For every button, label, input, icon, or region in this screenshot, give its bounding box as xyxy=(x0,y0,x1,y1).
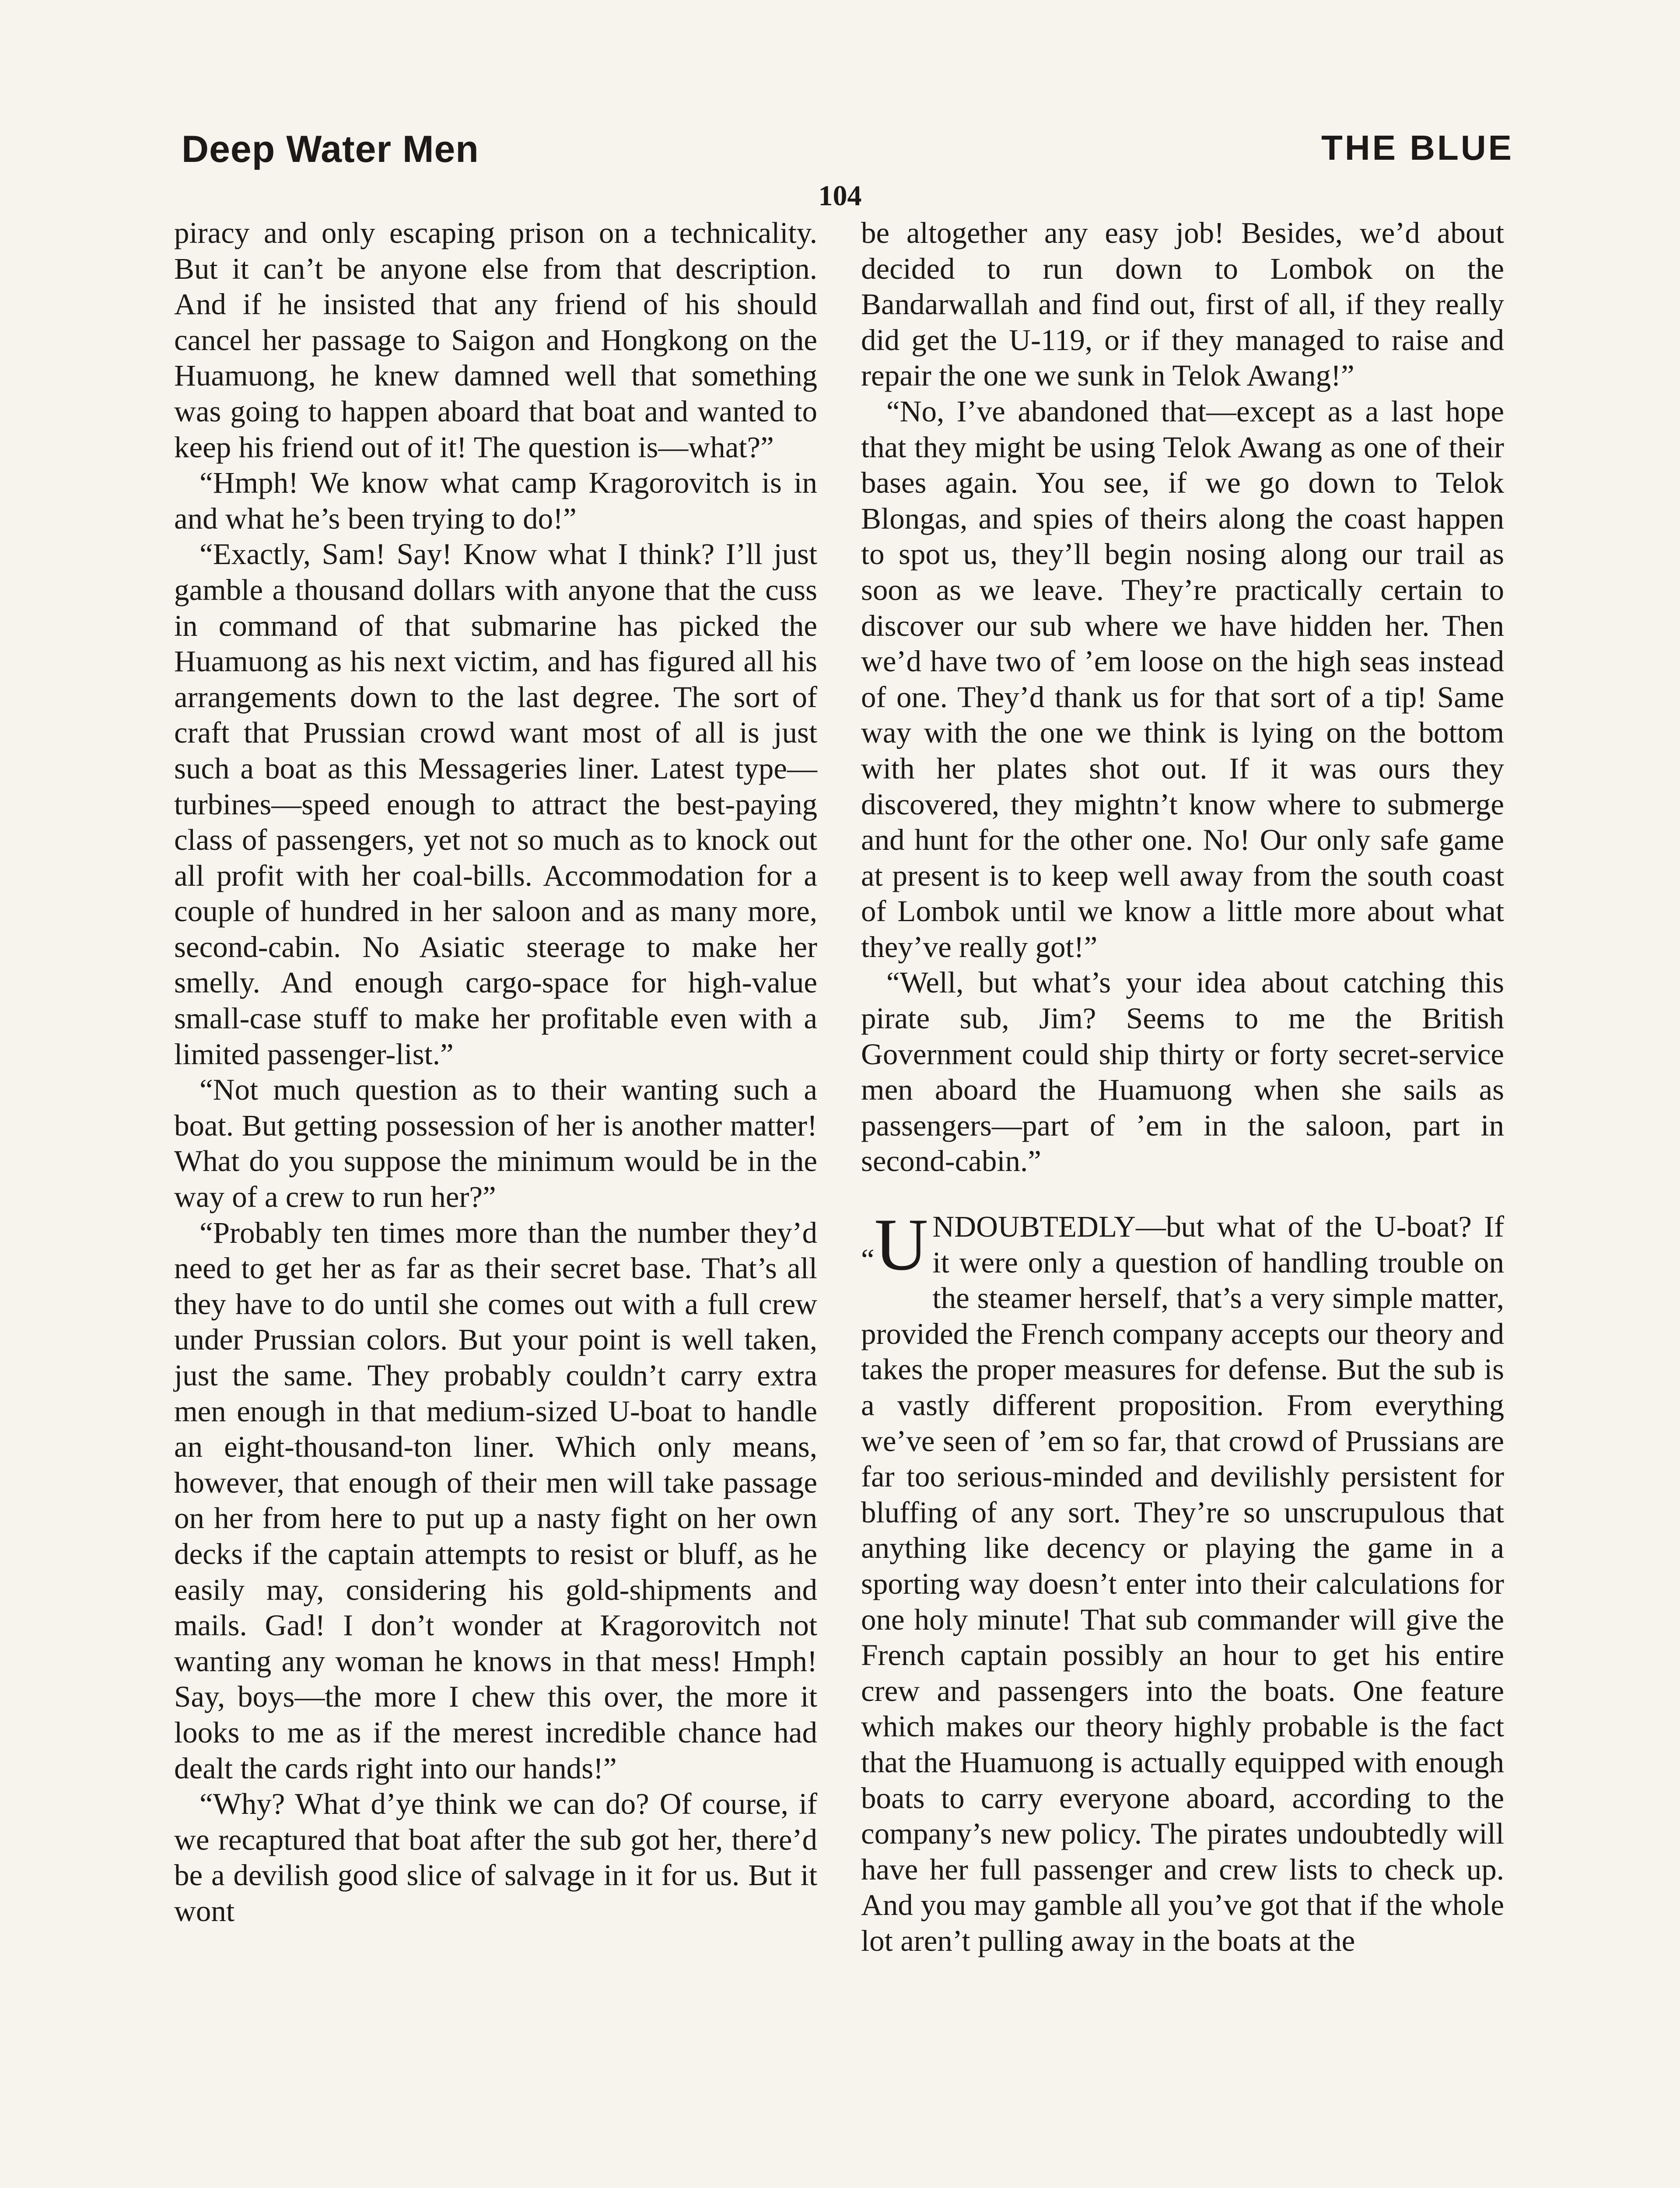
section-opening xyxy=(861,1203,1504,1959)
paragraph: “Exactly, Sam! Say! Know what I think? I’ll just gamble a thousand dollars with anyone that the cuss in command of that submarine has picked the Huamuong as his next victim, and has figured all his arrangements down to the last degree. The sort of craft that Prussian crowd want most of all is just such a boat as this Messageries liner. Latest type—turbines—speed enough to attract the best-paying class of passengers, yet not so much as to knock out all profit with her coal-bills. Accommodation for a couple of hundred in her saloon and as many more, second-cabin. No Asiatic steerage to make her smelly. And enough cargo-space for high-value small-case stuff to make her profitable even with a limited passenger-list.” xyxy=(174,537,817,1071)
section-text: NDOUBTEDLY—but what of the U-boat? If it were only a question of handling trouble on the steamer herself, that’s a very simple matter, provided the French company accepts our theory and takes the proper measures for defense. But the sub is a vastly different proposition. From everything we’ve seen of ’em so far, that crowd of Prussians are far too serious-minded and devilishly persistent for bluffing of any sort. They’re so unscrupulous that anything like decency or playing the game in a sporting way doesn’t enter into their calculations for one holy minute! That sub commander will give the French captain possibly an hour to get his entire crew and passengers into the boats. One feature which makes our theory highly probable is the fact that the Huamuong is actually equipped with enough boats to carry everyone aboard, according to the company’s new policy. The pirates undoubtedly will have her full passenger and crew lists to check up. And you may gamble all you’ve got that if the whole lot aren’t pulling away in the boats at the xyxy=(861,1210,1504,1957)
story-title: Deep Water Men xyxy=(182,128,479,170)
paragraph: piracy and only escaping prison on a technicality. But it can’t be anyone else from that description. And if he insisted that any friend of his should cancel her passage to Saigon and Hongkong on the Huamuong, he knew damned well that something was going to happen aboard that boat and wanted to keep his friend out of it! The question is—what?” xyxy=(174,216,817,464)
drop-cap xyxy=(861,1203,928,1292)
drop-cap-letter: U xyxy=(874,1203,928,1286)
left-column xyxy=(174,215,817,1929)
paragraph: “No, I’ve abandoned that—except as a last hope that they might be using Telok Awang as one of their bases again. You see, if we go down to Telok Blongas, and spies of theirs along the coast happen to spot us, they’ll begin nosing along our trail as soon as we leave. They’re practically certain to discover our sub where we have hidden her. Then we’d have two of ’em loose on the high seas instead of one. They’d thank us for that sort of a tip! Same way with the one we think is lying on the bottom with her plates shot out. If it was ours they discovered, they mightn’t know where to submerge and hunt for the other one. No! Our only safe game at present is to keep well away from the south coast of Lombok until we know a little more about what they’ve really got!” xyxy=(861,394,1504,964)
paragraph: be altogether any easy job! Besides, we’d about decided to run down to Lombok on the Bandarwallah and find out, first of all, if they really did get the U-119, or if they managed to raise and repair the one we sunk in Telok Awang!” xyxy=(861,216,1504,393)
right-column xyxy=(861,215,1504,1959)
dropcap-paragraph xyxy=(861,1203,1504,1959)
paragraph: “Not much question as to their wanting such a boat. But getting possession of her is another matter! What do you suppose the minimum would be in the way of a crew to run her?” xyxy=(174,1073,817,1214)
paragraph: “Why? What d’ye think we can do? Of course, if we recaptured that boat after the sub got her, there’d be a devilish good slice of salvage in it for us. But it wont xyxy=(174,1787,817,1928)
running-header xyxy=(182,128,1514,180)
drop-cap-quote: “ xyxy=(861,1243,875,1276)
paragraph: “Well, but what’s your idea about catching this pirate sub, Jim? Seems to me the British Government could ship thirty or forty secret-service men aboard the Huamuong when she sails as passengers—part of ’em in the saloon, part in second-cabin.” xyxy=(861,966,1504,1178)
page-number: 104 xyxy=(818,180,862,212)
paragraph: “Probably ten times more than the number they’d need to get her as far as their secret base. That’s all they have to do until she comes out with a full crew under Prussian colors. But your point is well taken, just the same. They probably couldn’t carry extra men enough in that medium-sized U-boat to handle an eight-thousand-ton liner. Which only means, however, that enough of their men will take passage on her from here to put up a nasty fight on her own decks if the captain attempts to resist or bluff, as he easily may, considering his gold-shipments and mails. Gad! I don’t wonder at Kragorovitch not wanting any woman he knows in that mess! Hmph! Say, boys—the more I chew this over, the more it looks to me as if the merest incredible chance had dealt the cards right into our hands!” xyxy=(174,1216,817,1785)
paragraph: “Hmph! We know what camp Kragorovitch is in and what he’s been trying to do!” xyxy=(174,466,817,535)
magazine-title: THE BLUE xyxy=(1321,128,1514,167)
